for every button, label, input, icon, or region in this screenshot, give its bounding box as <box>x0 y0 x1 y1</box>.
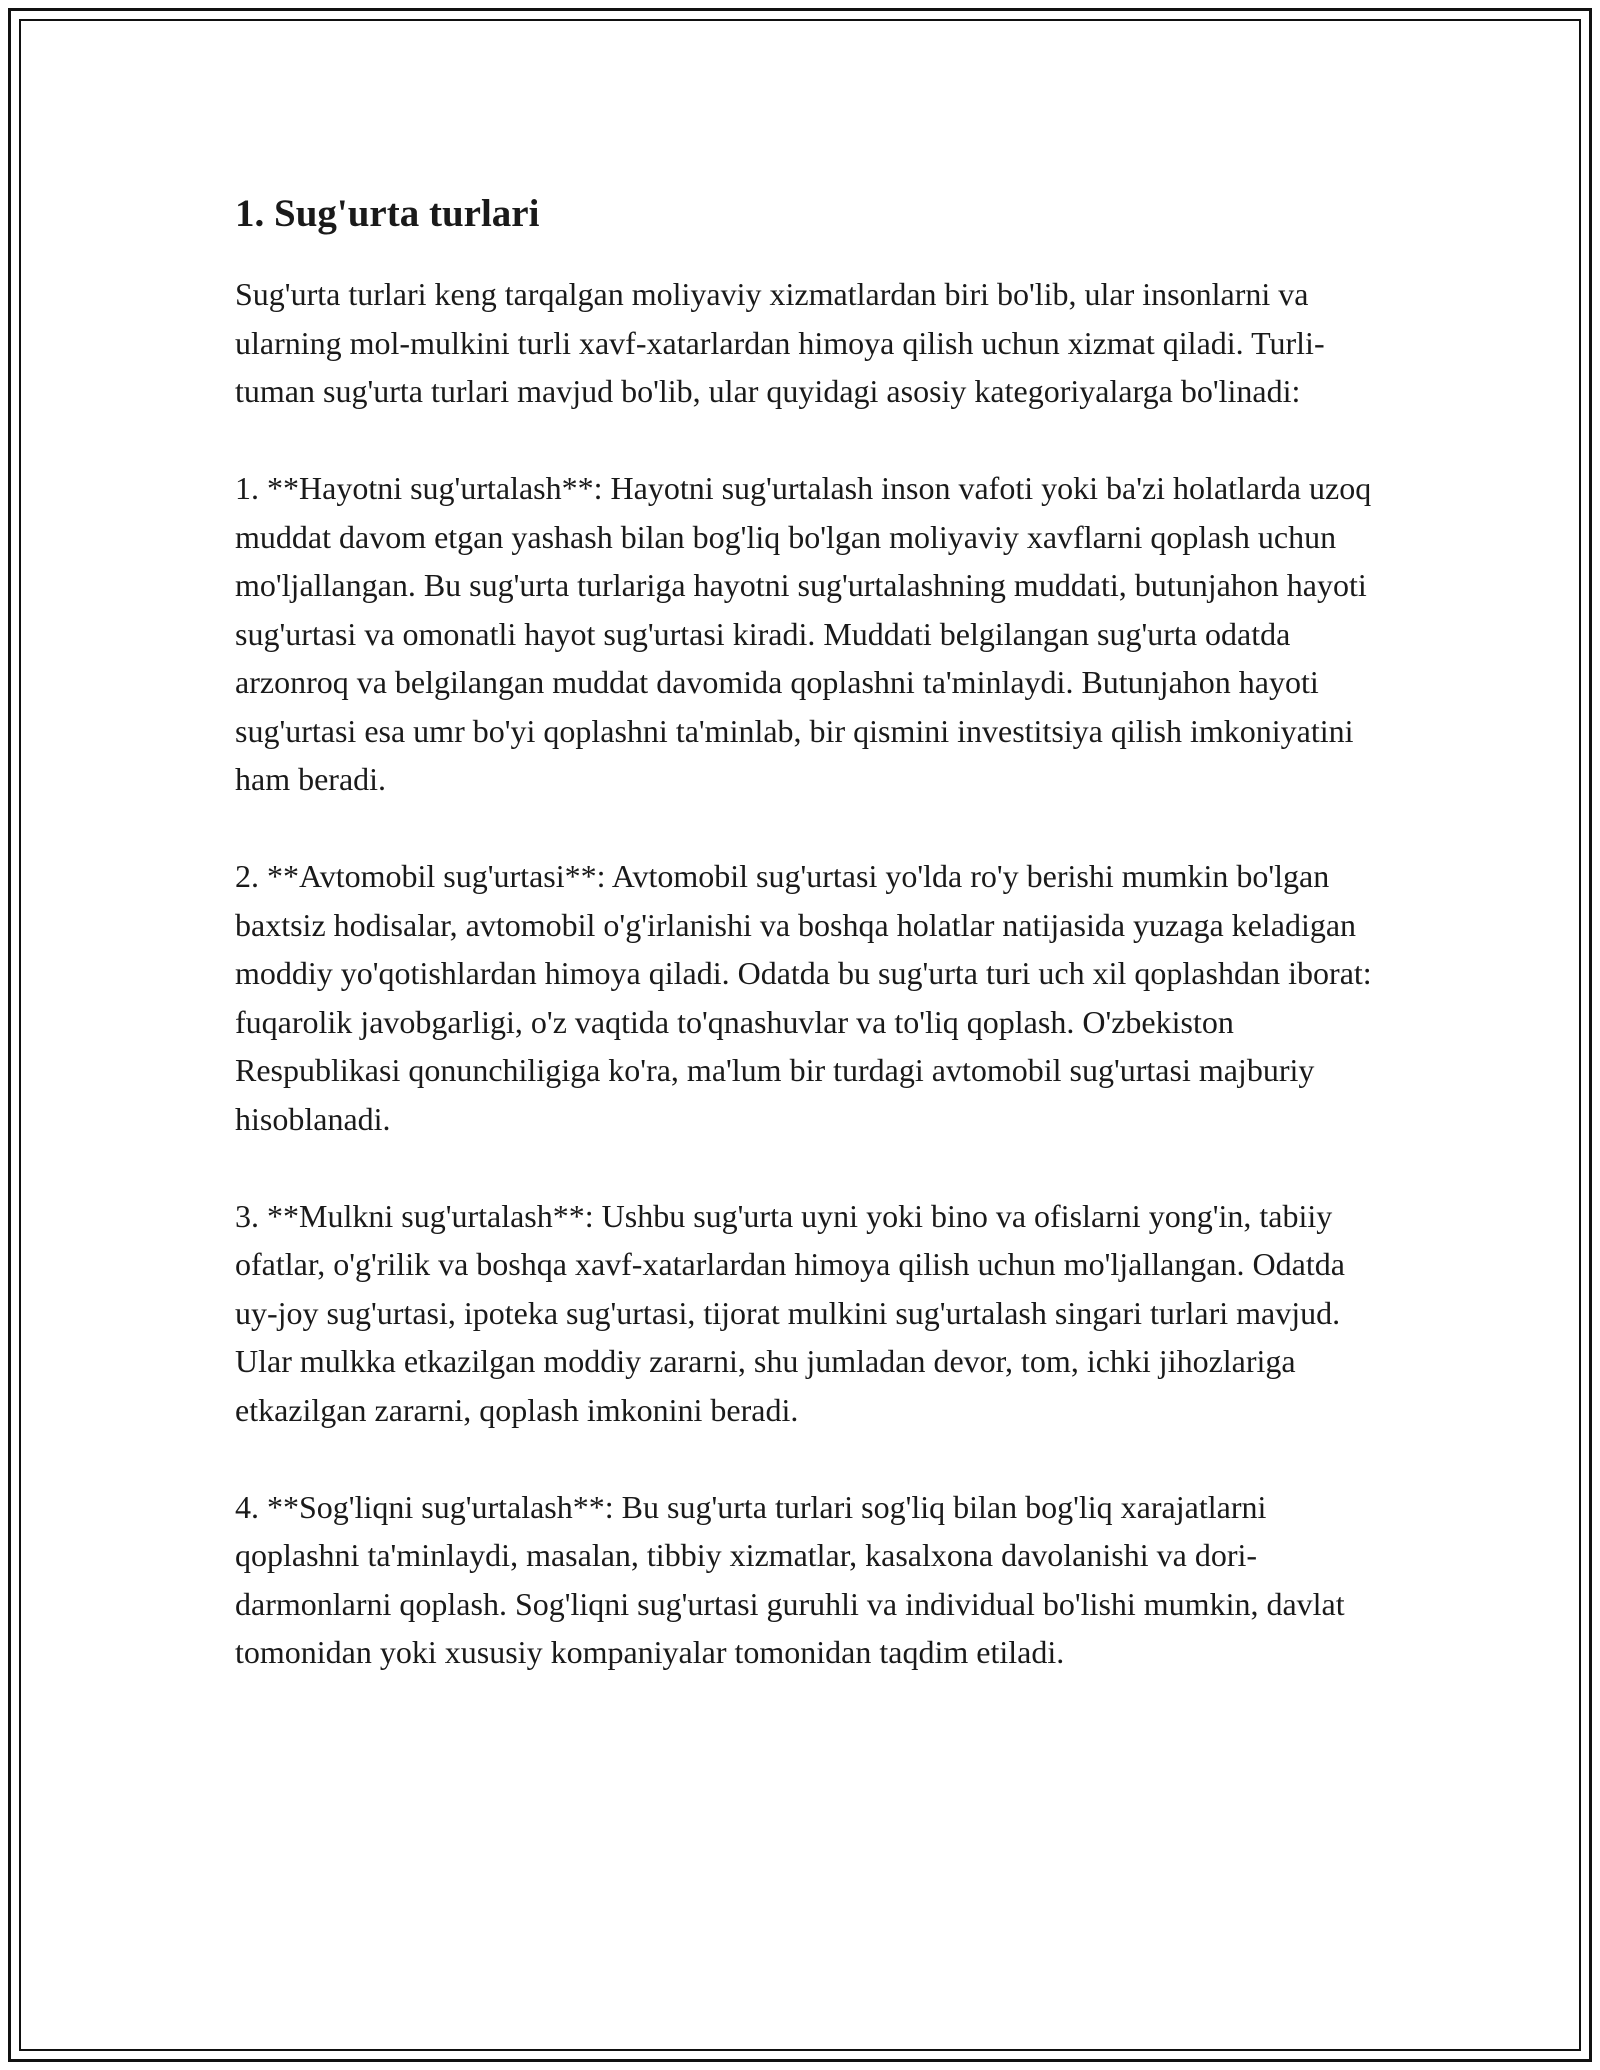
paragraph-auto-insurance: 2. **Avtomobil sug'urtasi**: Avtomobil sug'urtasi yo'lda ro'y berishi mumkin bo'lgan baxtsiz hodisalar, avtomobil o'g'irlanishi va boshqa holatlar natijasida yuzaga keladigan moddiy yo'qotishlardan himoya qiladi. Odatda bu sug'urta turi uch xil qoplashdan iborat: fuqarolik javobgarligi, o'z vaqtida to'qnashuvlar va to'liq qoplash. O'zbekiston Respublikasi qonunchiligiga ko'ra, ma'lum bir turdagi avtomobil sug'urtasi majburiy hisoblanadi. <box>235 858 1372 1137</box>
document-body <box>235 188 1385 1677</box>
paragraph-property-insurance: 3. **Mulkni sug'urtalash**: Ushbu sug'urta uyni yoki bino va ofislarni yong'in, tabiiy ofatlar, o'g'rilik va boshqa xavf-xatarlardan himoya qilish uchun mo'ljallangan. Odatda uy-joy sug'urtasi, ipoteka sug'urtasi, tijorat mulkini sug'urtalash singari turlari mavjud. Ular mulkka etkazilgan moddiy zararni, shu jumladan devor, tom, ichki jihozlariga etkazilgan zararni, qoplash imkonini beradi. <box>235 1197 1345 1428</box>
paragraph-life-insurance: 1. **Hayotni sug'urtalash**: Hayotni sug'urtalash inson vafoti yoki ba'zi holatlarda uzoq muddat davom etgan yashash bilan bog'liq bo'lgan moliyaviy xavflarni qoplash uchun mo'ljallangan. Bu sug'urta turlariga hayotni sug'urtalashning muddati, butunjahon hayoti sug'urtasi va omonatli hayot sug'urtasi kiradi. Muddati belgilangan sug'urta odatda arzonroq va belgilangan muddat davomida qoplashni ta'minlaydi. Butunjahon hayoti sug'urtasi esa umr bo'yi qoplashni ta'minlab, bir qismini investitsiya qilish imkoniyatini ham beradi. <box>235 470 1372 797</box>
section-title: 1. Sug'urta turlari <box>235 192 540 235</box>
intro-paragraph: Sug'urta turlari keng tarqalgan moliyaviy xizmatlardan biri bo'lib, ular insonlarni va ularning mol-mulkini turli xavf-xatarlardan himoya qilish uchun xizmat qiladi. Turli-tuman sug'urta turlari mavjud bo'lib, ular quyidagi asosiy kategoriyalarga bo'linadi: <box>235 276 1325 409</box>
paragraph-health-insurance: 4. **Sog'liqni sug'urtalash**: Bu sug'urta turlari sog'liq bilan bog'liq xarajatlarni qoplashni ta'minlaydi, masalan, tibbiy xizmatlar, kasalxona davolanishi va dori-darmonlarni qoplash. Sog'liqni sug'urtasi guruhli va individual bo'lishi mumkin, davlat tomonidan yoki xususiy kompaniyalar tomonidan taqdim etiladi. <box>235 1488 1345 1670</box>
